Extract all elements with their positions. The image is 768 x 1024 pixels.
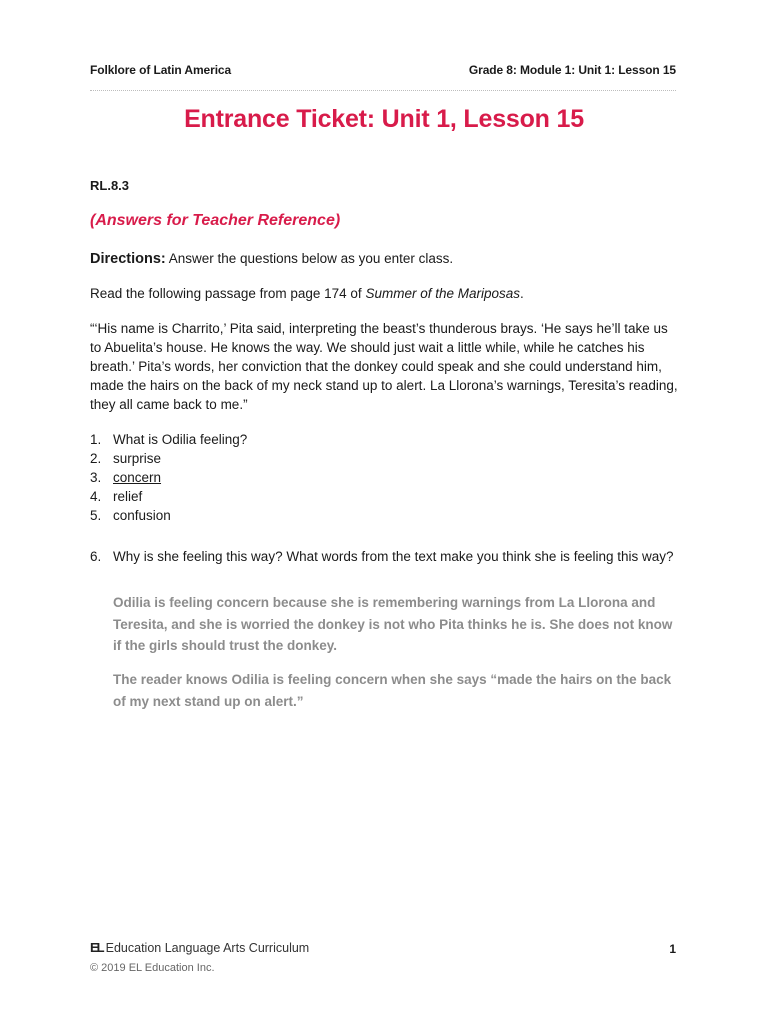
list-item xyxy=(90,506,680,525)
choice-text: surprise xyxy=(113,451,162,466)
item-number: 4. xyxy=(90,489,102,504)
passage-excerpt: “‘His name is Charrito,’ Pita said, interpreting the beast’s thunderous brays. ‘He says he’ll take us to Abuelita’s house. He knows the way. We should just wait a little while, while he catches his breath.’ Pita’s words, her conviction that the donkey could speak and she could understand him, made the hairs on the back of my neck stand up to alert. La Llorona’s warnings, Teresita’s reading, they all came back to me.” xyxy=(90,321,678,412)
question-text: Why is she feeling this way? What words from the text make you think she is feeling this way? xyxy=(113,549,674,564)
page-number: 1 xyxy=(669,942,676,956)
header-lesson-info: Grade 8: Module 1: Unit 1: Lesson 15 xyxy=(468,63,676,77)
question-6 xyxy=(90,548,680,565)
reading-instruction-text: Read the following passage from page 174 of xyxy=(90,286,366,301)
book-title: Summer of the Mariposas xyxy=(365,286,520,301)
directions-text: Answer the questions below as you enter class. xyxy=(165,251,454,266)
list-item xyxy=(90,430,680,449)
header-divider xyxy=(90,90,676,91)
list-item xyxy=(90,468,680,487)
reading-instruction xyxy=(90,286,524,301)
item-number: 5. xyxy=(90,508,102,523)
standard-code: RL.8.3 xyxy=(90,178,130,193)
choice-text: relief xyxy=(113,489,143,504)
item-number: 3. xyxy=(90,470,102,485)
el-logo-icon: EL xyxy=(90,940,103,955)
teacher-reference-note: (Answers for Teacher Reference) xyxy=(90,212,341,229)
question-text: What is Odilia feeling? xyxy=(113,432,248,447)
list-item xyxy=(90,487,680,506)
page-title: Entrance Ticket: Unit 1, Lesson 15 xyxy=(184,105,584,133)
correct-choice-text: concern xyxy=(113,470,162,485)
teacher-answer-2: The reader knows Odilia is feeling concern when she says “made the hairs on the back of my next stand up on alert.” xyxy=(113,672,672,709)
item-number: 2. xyxy=(90,451,102,466)
choice-text: confusion xyxy=(113,508,171,523)
reading-instruction-end: . xyxy=(520,286,524,301)
directions xyxy=(90,251,453,267)
footer-brand xyxy=(90,940,309,955)
question-list xyxy=(90,430,680,525)
item-number: 6. xyxy=(90,549,102,564)
directions-label: Directions: xyxy=(90,251,166,267)
copyright-notice: © 2019 EL Education Inc. xyxy=(90,962,215,974)
item-number: 1. xyxy=(90,432,102,447)
brand-name: Education Language Arts Curriculum xyxy=(105,940,310,955)
header-course-title: Folklore of Latin America xyxy=(90,63,232,77)
list-item xyxy=(90,449,680,468)
teacher-answer-1: Odilia is feeling concern because she is remembering warnings from La Llorona and Teresita, and she is worried the donkey is not who Pita thinks he is. She does not know if the girls should trust the donkey. xyxy=(113,595,673,653)
